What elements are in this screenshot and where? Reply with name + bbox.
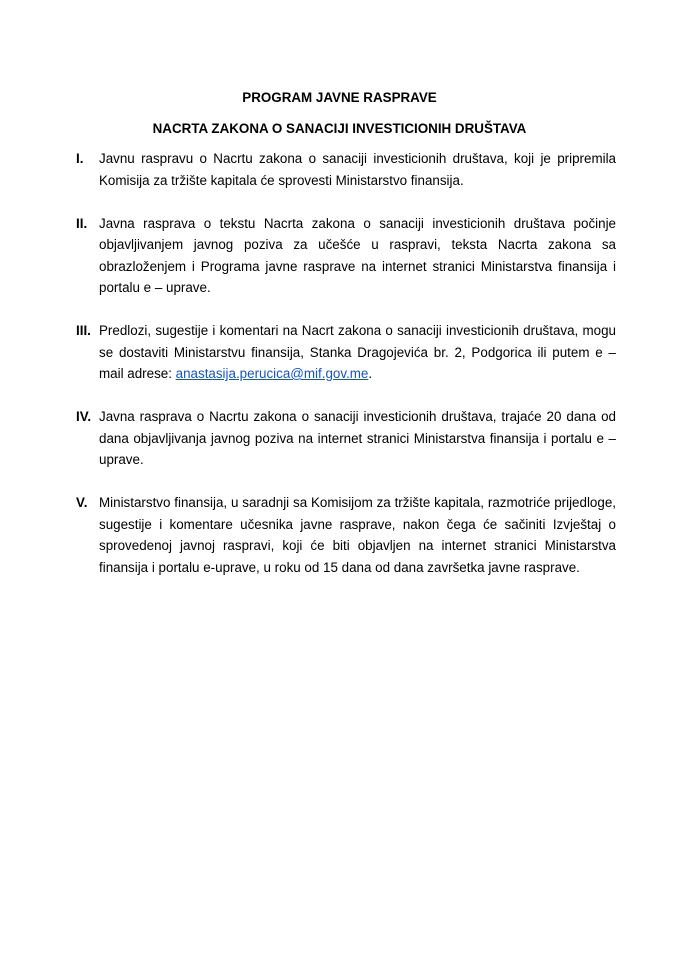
item-text: Javnu raspravu o Nacrtu zakona o sanaciji investicionih društava, koji je pripremila Komisija za tržište kapitala će sprovesti Ministarstvo finansija. (99, 151, 616, 188)
program-item-2 (76, 213, 616, 299)
program-item-3 (76, 320, 616, 385)
item-text-after: . (368, 366, 373, 381)
document-title: PROGRAM JAVNE RASPRAVE (242, 90, 437, 105)
item-numeral: II. (76, 215, 88, 231)
item-text: Ministarstvo finansija, u saradnji sa Komisijom za tržište kapitala, razmotriće prijedloge, sugestije i komentare učesnika javne rasprave, nakon čega će sačiniti Izvještaj o sprovedenoj javnoj raspravi, koji će biti objavljen na internet stranici Ministarstva finansija i portalu e-uprave, u roku od 15 dana od dana završetka javne rasprave. (99, 495, 616, 575)
document-subtitle: NACRTA ZAKONA O SANACIJI INVESTICIONIH DRUŠTAVA (152, 121, 527, 136)
program-item-1 (76, 148, 616, 191)
program-item-4 (76, 406, 616, 471)
email-link[interactable]: anastasija.perucica@mif.gov.me (175, 366, 369, 381)
item-text (99, 320, 616, 385)
item-numeral: I. (76, 151, 84, 166)
item-numeral: IV. (76, 409, 92, 424)
program-items-list (76, 148, 616, 600)
item-numeral: V. (76, 495, 88, 510)
program-item-5 (76, 492, 616, 578)
item-text: Javna rasprava o tekstu Nacrta zakona o sanaciji investicionih društava počinje objavljivanjem javnog poziva za učešće u raspravi, teksta Nacrta zakona sa obrazloženjem i Programa javne rasprave na internet stranici Ministarstva finansija i portalu e – uprave. (99, 215, 616, 295)
item-text-before: Predlozi, sugestije i komentari na Nacrt zakona o sanaciji investicionih društava, mogu se dostaviti Ministarstvu finansija, Stanka Dragojevića br. 2, Podgorica ili putem e – mail adrese: (99, 323, 616, 381)
item-numeral: III. (76, 323, 91, 338)
item-text: Javna rasprava o Nacrtu zakona o sanaciji investicionih društava, trajaće 20 dana od dana objavljivanja javnog poziva na internet stranici Ministarstva finansija i portalu e – uprave. (99, 409, 616, 467)
